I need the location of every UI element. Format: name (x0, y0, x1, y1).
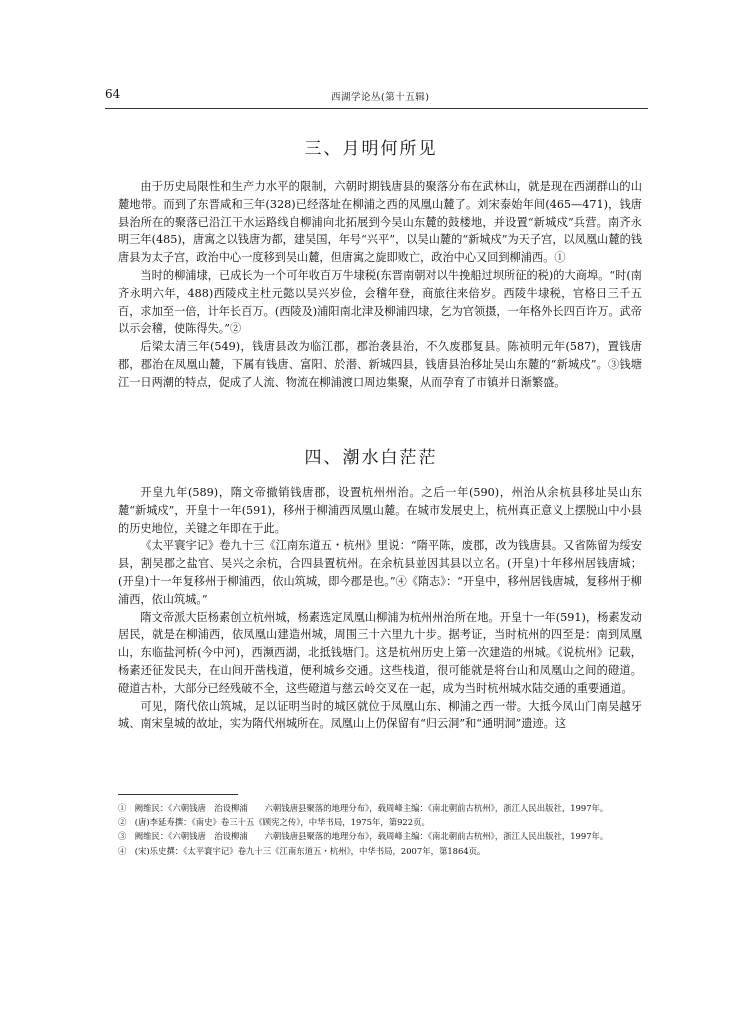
section-3-body (118, 178, 642, 392)
section-title-3: 三、月明何所见 (304, 139, 438, 159)
running-header (105, 87, 648, 107)
paragraph: 由于历史局限性和生产力水平的限制，六朝时期钱唐县的聚落分布在武林山，就是现在西湖群山的山麓地带。而到了东晋咸和三年(328)已经落址在柳浦之西的凤凰山麓了。刘宋泰始年间(465—471)，钱唐县治所在的聚落已沿江干水运路线自柳浦向北拓展到今吴山东麓的鼓楼地，并设置“新城戍”兵营。南齐永明三年(485)，唐寓之以钱唐为都，建吴国，年号“兴平”，以吴山麓的“新城戍”为天子宫，以凤凰山麓的钱唐县为太子宫，政治中心一度移到吴山麓，但唐寓之旋即败亡，政治中心又回到柳浦西。① (118, 180, 642, 265)
header-rule (105, 108, 648, 109)
footnote-divider (118, 794, 238, 795)
footnotes (118, 802, 644, 859)
footnote: ① 阙维民：《六朝钱唐 治设柳浦 六朝钱唐县聚落的地理分布》，载周峰主编：《南北朝前古杭州》，浙江人民出版社，1997年。 (118, 803, 609, 813)
footnote: ② (唐)李延寿撰：《南史》卷三十五《顾宪之传》，中华书局，1975年，第922页。 (118, 817, 430, 828)
paragraph: 《太平寰宇记》卷九十三《江南东道五・杭州》里说：“隋平陈，废郡，改为钱唐县。又省陈留为绥安县，割吴郡之盐官、吴兴之余杭，合四县置杭州。在余杭县並因其县以立名。(开皇)十年移州居钱唐城；(开皇)十一年复移州于柳浦西，依山筑城，即今郡是也。”④《隋志》：“开皇中，移州居钱唐城，复移州于柳浦西，依山筑城。” (118, 539, 642, 606)
paragraph: 当时的柳浦埭，已成长为一个可年收百万牛埭税(东晋南朝对以牛挽船过坝所征的税)的大商埠。“时(南齐永明六年，488)西陵戍主杜元懿以吴兴岁俭，会稽年登，商旅往来倍岁。西陵牛埭税，官格日三千五百，求加至一倍，计年长百万。(西陵及)浦阳南北津及柳浦四埭，乞为官领摄，一年格外长四百许万。武帝以示会稽，使陈得失。”② (118, 268, 642, 336)
footnote: ③ 阙维民：《六朝钱唐 治设柳浦 六朝钱唐县聚落的地理分布》，载周峰主编：《南北朝前古杭州》，浙江人民出版社，1997年。 (118, 831, 609, 842)
paragraph: 隋文帝派大臣杨素创立杭州城，杨素选定凤凰山柳浦为杭州州治所在地。开皇十一年(591)，杨素发动居民，就是在柳浦西，依凤凰山建造州城，周围三十六里九十步。据考证，当时杭州的四至是：南到凤凰山，东临盐河桥(今中河)，西濒西湖，北抵钱塘门。这是杭州历史上第一次建造的州城。《说杭州》记载，杨素还征发民夫，在山间开凿栈道，便利城乡交通。这些栈道，很可能就是将台山和凤凰山之间的磴道。磴道古朴，大部分已经残破不全，这些磴道与慈云岭交叉在一起，成为当时杭州城水陆交通的重要通道。 (118, 610, 642, 695)
footnote: ④ (宋)乐史撰：《太平寰宇记》卷九十三《江南东道五・杭州》，中华书局，2007年，第1864页。 (118, 845, 486, 856)
page-number: 64 (105, 87, 121, 101)
paragraph: 后梁太清三年(549)，钱唐县改为临江郡，郡治袭县治，不久废郡复县。陈祯明元年(587)，置钱唐郡，郡治在凤凰山麓，下属有钱唐、富阳、於潜、新城四县，钱唐县治移址吴山东麓的“新城戍”。③钱塘江一日两潮的特点，促成了人流、物流在柳浦渡口周边集聚，从而孕育了市镇并日渐繁盛。 (118, 340, 642, 389)
journal-title: 西湖学论丛(第十五辑) (331, 92, 430, 103)
section-title-4: 四、潮水白茫茫 (304, 448, 438, 468)
section-4-body (118, 484, 642, 733)
paragraph: 可见，隋代依山筑城，足以证明当时的城区就位于凤凰山东、柳浦之西一带。大抵今凤山门南吴越牙城、南宋皇城的故址，实为隋代州城所在。凤凰山上仍保留有“归云洞”和“通明洞”遗迹。这 (118, 699, 642, 731)
paragraph: 开皇九年(589)，隋文帝撤销钱唐郡，设置杭州州治。之后一年(590)，州治从余杭县移址吴山东麓“新城戍”，开皇十一年(591)，移州于柳浦西凤凰山麓。在城市发展史上，杭州真正意义上摆脱山中小县的历史地位，关键之年即在于此。 (118, 486, 642, 535)
